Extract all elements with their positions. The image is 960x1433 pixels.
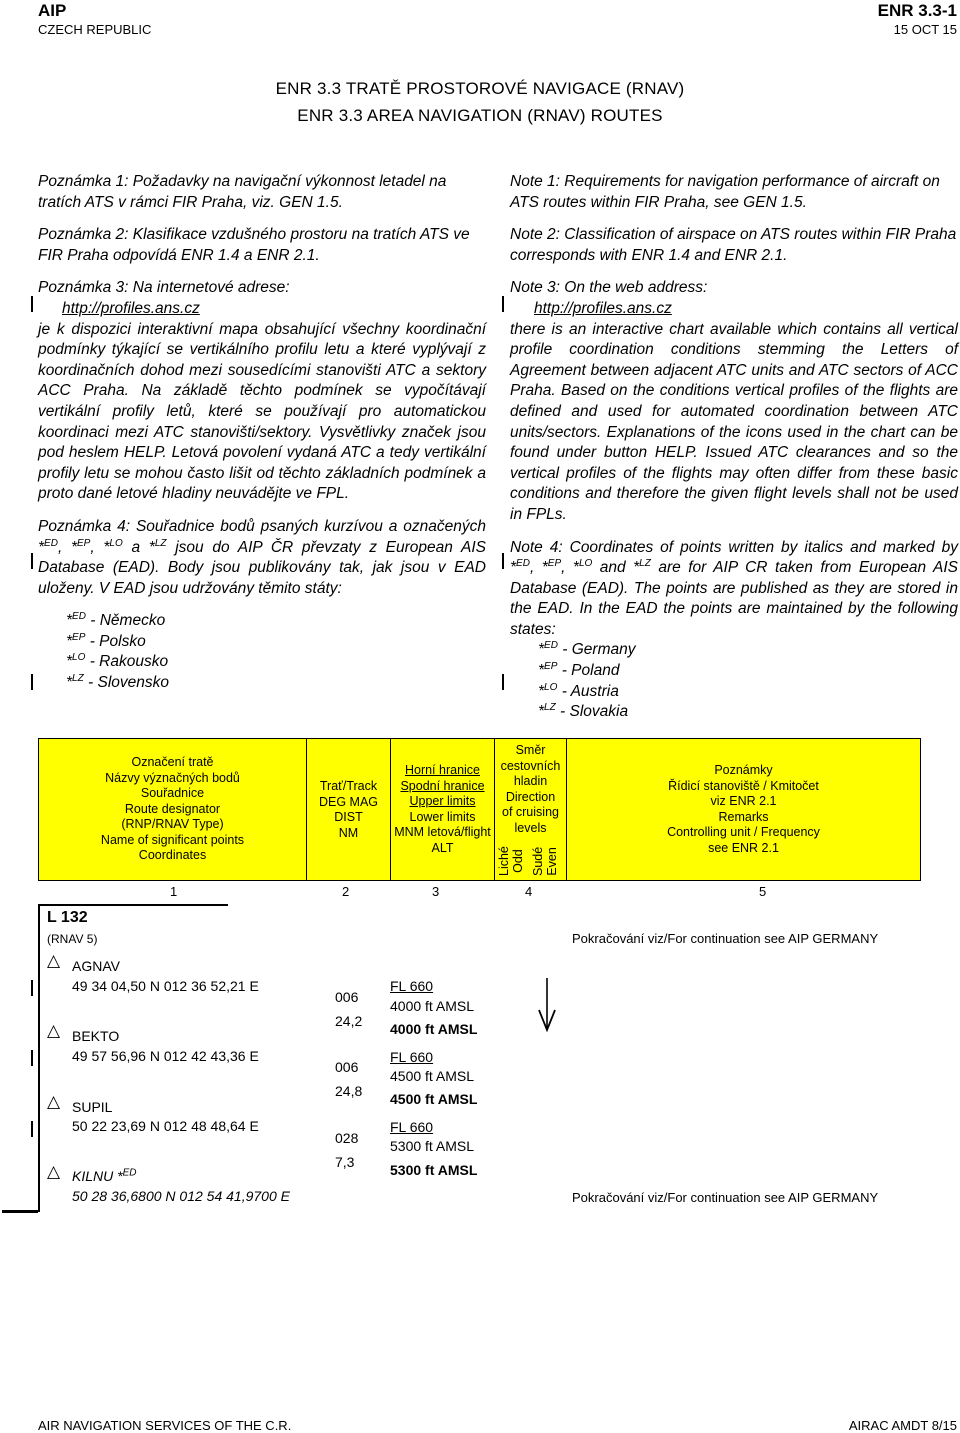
segment-distance: 24,8 bbox=[335, 1083, 363, 1099]
note4-en: Note 4: Coordinates of points written by italics and marked by *$^{ED}$, *$^{EP}$, *$^{LO}$ and *$^{LZ}$ are for AIP CR taken from European AIS Database (EAD). The points are published as they are stored in the EAD. In the EAD the points are maintained by the following states: bbox=[510, 538, 958, 638]
segment-upper-limit: FL 660 bbox=[390, 1119, 434, 1135]
footer-publisher: AIR NAVIGATION SERVICES OF THE C.R. bbox=[38, 1418, 292, 1433]
header-aip: AIP bbox=[38, 1, 67, 20]
column-number: 2 bbox=[342, 884, 350, 899]
column-number: 4 bbox=[525, 884, 533, 899]
direction-arrow-down-icon bbox=[530, 978, 564, 1034]
state-item: *$^{ED}$ - Německo bbox=[66, 611, 166, 630]
header-date: 15 OCT 15 bbox=[893, 22, 957, 37]
note3-cz: Poznámka 3: Na internetové adrese: bbox=[38, 279, 290, 297]
change-bar bbox=[31, 553, 33, 569]
segment-lower-limit: 4500 ft AMSL bbox=[390, 1068, 475, 1084]
change-bar bbox=[502, 674, 504, 690]
note3-body-cz: je k dispozici interaktivní mapa obsahující všechny koordinační podmínky týkající se vertikálního profilu letu a které vyplývají z koordinačních dohod mezi sousedícími stanovišti ATC a sektory ACC Praha. Na základě těchto podmínek se vypočítávají vertikální profily letů, které se používají pro automatickou koordinaci mezi ATC stanovišti/sektory. Vysvětlivky značek jsou pod heslem HELP. Letová povolení vydaná ATC a tedy vertikální profily letu se mohou často lišit od těchto základních podmínek a proto dané letové hladiny neuvádějte ve FPL. bbox=[38, 320, 486, 503]
segment-lower-limit: 4000 ft AMSL bbox=[390, 998, 475, 1014]
point-coordinates: 49 57 56,96 N 012 42 43,36 E bbox=[72, 1048, 259, 1064]
point-coordinates: 50 28 36,6800 N 012 54 41,9700 E bbox=[72, 1188, 290, 1204]
segment-upper-limit: FL 660 bbox=[390, 978, 434, 994]
header-col-2: Trať/Track DEG MAG DIST NM bbox=[307, 739, 391, 880]
column-number: 3 bbox=[432, 884, 440, 899]
segment-lower-limit: 5300 ft AMSL bbox=[390, 1138, 475, 1154]
note3-en: Note 3: On the web address: bbox=[510, 279, 708, 297]
profiles-link-cz[interactable]: http://profiles.ans.cz bbox=[62, 299, 200, 317]
route-end-mark bbox=[2, 1210, 38, 1213]
column-number: 1 bbox=[170, 884, 178, 899]
change-bar bbox=[31, 980, 33, 996]
point-name: BEKTO bbox=[72, 1028, 120, 1044]
odd-label: Liché Odd bbox=[497, 846, 525, 876]
point-coordinates: 49 34 04,50 N 012 36 52,21 E bbox=[72, 978, 259, 994]
section-title-en: ENR 3.3 AREA NAVIGATION (RNAV) ROUTES bbox=[297, 106, 663, 125]
route-table-header bbox=[38, 738, 921, 881]
change-bar bbox=[502, 553, 504, 569]
header-col-5: Poznámky Řídicí stanoviště / Kmitočet viz ENR 2.1 Remarks Controlling unit / Frequency see ENR 2.1 bbox=[667, 763, 820, 855]
state-item: *$^{LZ}$ - Slovensko bbox=[66, 672, 170, 692]
notes-cz bbox=[38, 172, 486, 694]
header-col-4: Směr cestovních hladin Direction of cruising levels Liché Odd Sudé Even bbox=[495, 739, 567, 880]
profiles-link-en[interactable]: http://profiles.ans.cz bbox=[534, 299, 672, 317]
remark-top: Pokračování viz/For continuation see AIP GERMANY bbox=[572, 931, 879, 946]
point-name: SUPIL bbox=[72, 1099, 113, 1115]
header-country: CZECH REPUBLIC bbox=[38, 22, 152, 37]
segment-upper-limit: FL 660 bbox=[390, 1049, 434, 1065]
segment-mnm-alt: 4500 ft AMSL bbox=[390, 1091, 478, 1107]
point-coordinates: 50 22 23,69 N 012 48 48,64 E bbox=[72, 1118, 259, 1134]
even-label: Sudé Even bbox=[531, 846, 559, 876]
change-bar bbox=[502, 296, 504, 312]
reporting-point-icon: △ bbox=[47, 951, 61, 970]
header-col-3: Horní hranice Spodní hranice Upper limits Lower limits MNM letová/flight ALT bbox=[391, 739, 495, 880]
section-title-cz: ENR 3.3 TRATĚ PROSTOROVÉ NAVIGACE (RNAV) bbox=[275, 79, 685, 98]
state-item: *$^{EP}$ - Polsko bbox=[66, 631, 146, 650]
segment-track: 006 bbox=[335, 989, 359, 1005]
segment-mnm-alt: 5300 ft AMSL bbox=[390, 1162, 478, 1178]
notes-en bbox=[510, 172, 958, 723]
reporting-point-icon: △ bbox=[47, 1162, 61, 1181]
route-top-border bbox=[38, 904, 228, 906]
segment-track: 028 bbox=[335, 1130, 359, 1146]
route-left-border bbox=[38, 904, 40, 1212]
note2-cz: Poznámka 2: Klasifikace vzdušného prostoru na tratích ATS ve FIR Praha odpovídá ENR 1.4 a ENR 2.1. bbox=[38, 226, 470, 264]
point-name: AGNAV bbox=[72, 958, 120, 974]
change-bar bbox=[31, 674, 33, 690]
note1-en: Note 1: Requirements for navigation performance of aircraft on ATS routes within FIR Praha, see GEN 1.5. bbox=[510, 173, 940, 211]
change-bar bbox=[31, 1121, 33, 1137]
note4-cz: Poznámka 4: Souřadnice bodů psaných kurzívou a označených *$^{ED}$, *$^{EP}$, *$^{LO}$ a *$^{LZ}$ jsou do AIP ČR převzaty z European AIS Database (EAD). Body jsou publikovány tak, jak jsou v EAD uloženy. V EAD jsou udržovány těmito státy: bbox=[38, 517, 487, 597]
change-bar bbox=[31, 1050, 33, 1066]
column-number: 5 bbox=[759, 884, 767, 899]
segment-track: 006 bbox=[335, 1059, 359, 1075]
states-list-cz bbox=[38, 611, 486, 693]
remark-bottom: Pokračování viz/For continuation see AIP GERMANY bbox=[572, 1190, 879, 1205]
reporting-point-icon: △ bbox=[47, 1021, 61, 1040]
change-bar bbox=[31, 296, 33, 312]
header-page-id: ENR 3.3-1 bbox=[877, 1, 957, 20]
segment-distance: 7,3 bbox=[335, 1154, 355, 1170]
state-item: *$^{ED}$ - Germany bbox=[538, 640, 636, 659]
point-name: KILNU *$^{ED}$ bbox=[72, 1167, 137, 1184]
segment-distance: 24,2 bbox=[335, 1013, 363, 1029]
segment-mnm-alt: 4000 ft AMSL bbox=[390, 1021, 478, 1037]
reporting-point-icon: △ bbox=[47, 1092, 61, 1111]
route-designator: L 132 bbox=[47, 909, 88, 926]
state-item: *$^{LO}$ - Austria bbox=[538, 681, 619, 700]
route-type: (RNAV 5) bbox=[47, 932, 98, 946]
note2-en: Note 2: Classification of airspace on ATS routes within FIR Praha corresponds with ENR 1.4 and ENR 2.1. bbox=[510, 226, 957, 264]
states-list-en bbox=[510, 640, 958, 722]
note3-body-en: there is an interactive chart available which contains all vertical profile coordination conditions stemming the Letters of Agreement between adjacent ATC units and ATC sectors of ACC Praha. Based on the conditions vertical profiles of the flights are defined and used for automated coordination between ATC units/sectors. Explanations of the icons used in the chart can be found under button HELP. Issued ATC clearances and so the vertical profiles of the flights may often differ from these basic conditions and therefore the given flight levels shall not be used in FPLs. bbox=[510, 320, 958, 523]
state-item: *$^{EP}$ - Poland bbox=[538, 660, 620, 680]
header-col-1: Označení tratě Názvy význačných bodů Souřadnice Route designator (RNP/RNAV Type) Name of significant points Coordinates bbox=[39, 739, 307, 880]
footer-amendment: AIRAC AMDT 8/15 bbox=[848, 1418, 957, 1433]
state-item: *$^{LO}$ - Rakousko bbox=[66, 652, 169, 671]
note1-cz: Poznámka 1: Požadavky na navigační výkonnost letadel na tratích ATS v rámci FIR Praha, viz. GEN 1.5. bbox=[38, 173, 447, 211]
state-item: *$^{LZ}$ - Slovakia bbox=[538, 702, 629, 721]
